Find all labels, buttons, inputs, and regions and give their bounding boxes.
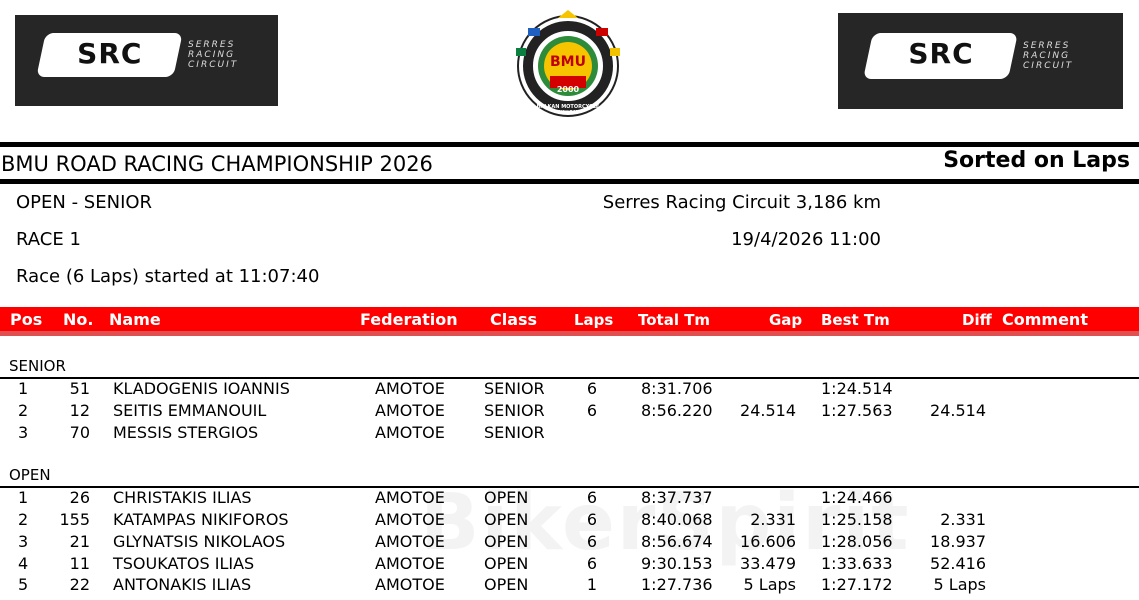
src-logo-mark: SRC — [908, 37, 974, 70]
race-start-text: Race (6 Laps) started at 11:07:40 — [16, 266, 320, 287]
bmu-emblem-title: BMU — [550, 54, 586, 70]
table-row — [0, 401, 1139, 423]
cell-federation: AMOTOE — [375, 554, 445, 573]
src-logo-text-line: SERRES — [1023, 41, 1071, 51]
cell-name: MESSIS STERGIOS — [113, 423, 259, 442]
championship-title: BMU ROAD RACING CHAMPIONSHIP 2026 — [1, 152, 433, 176]
race-datetime: 19/4/2026 11:00 — [731, 229, 881, 250]
cell-best: 1:27.172 — [821, 575, 893, 594]
src-logo-right — [838, 13, 1123, 109]
cell-laps: 6 — [586, 510, 598, 529]
table-row — [0, 488, 1139, 510]
cell-class: OPEN — [484, 554, 529, 573]
cell-federation: AMOTOE — [375, 510, 445, 529]
col-gap: Gap — [769, 311, 803, 329]
cell-pos: 2 — [18, 401, 29, 420]
sort-label: Sorted on Laps — [943, 148, 1130, 173]
cell-pos: 3 — [18, 532, 29, 551]
col-pos: Pos — [10, 310, 43, 329]
cell-total: 1:27.736 — [641, 575, 713, 594]
category-label: OPEN - SENIOR — [16, 192, 153, 213]
table-row — [0, 510, 1139, 532]
group-title-senior: SENIOR — [9, 357, 66, 375]
cell-total: 8:56.674 — [641, 532, 713, 551]
cell-class: SENIOR — [484, 401, 545, 420]
cell-gap: 16.606 — [740, 532, 796, 551]
group-title-open: OPEN — [9, 466, 51, 484]
src-logo-mark: SRC — [77, 37, 143, 70]
cell-total: 8:56.220 — [641, 401, 713, 420]
cell-best: 1:33.633 — [821, 554, 893, 573]
table-row — [0, 575, 1139, 597]
col-total: Total Tm — [638, 311, 711, 329]
cell-diff: 24.514 — [930, 401, 986, 420]
cell-total: 8:31.706 — [641, 379, 713, 398]
cell-gap: 24.514 — [740, 401, 796, 420]
circuit-label: Serres Racing Circuit 3,186 km — [602, 192, 881, 213]
cell-class: OPEN — [484, 510, 529, 529]
cell-best: 1:28.056 — [821, 532, 893, 551]
cell-gap: 33.479 — [740, 554, 796, 573]
cell-name: ANTONAKIS ILIAS — [113, 575, 252, 594]
cell-name: TSOUKATOS ILIAS — [113, 554, 255, 573]
cell-federation: AMOTOE — [375, 423, 445, 442]
src-logo-text-line: RACING — [1023, 51, 1071, 61]
col-diff: Diff — [962, 311, 992, 329]
cell-name: SEITIS EMMANOUIL — [113, 401, 267, 420]
src-logo-text-line: CIRCUIT — [188, 60, 239, 70]
cell-class: OPEN — [484, 575, 529, 594]
src-logo-text-line: CIRCUIT — [1023, 61, 1074, 71]
table-row — [0, 532, 1139, 554]
results-header — [0, 307, 1139, 331]
cell-diff: 2.331 — [940, 510, 986, 529]
cell-diff: 5 Laps — [933, 575, 986, 594]
table-row — [0, 379, 1139, 401]
cell-class: OPEN — [484, 488, 529, 507]
cell-pos: 4 — [18, 554, 29, 573]
col-class: Class — [490, 310, 538, 329]
cell-pos: 5 — [18, 575, 29, 594]
cell-name: KLADOGENIS IOANNIS — [113, 379, 290, 398]
cell-total: 8:37.737 — [641, 488, 713, 507]
cell-no: 22 — [69, 575, 90, 594]
cell-federation: AMOTOE — [375, 488, 445, 507]
cell-name: KATAMPAS NIKIFOROS — [113, 510, 289, 529]
cell-total: 8:40.068 — [641, 510, 713, 529]
src-logo-left — [15, 15, 278, 106]
col-laps: Laps — [574, 311, 614, 329]
col-name: Name — [109, 310, 161, 329]
cell-no: 21 — [69, 532, 90, 551]
cell-name: CHRISTAKIS ILIAS — [113, 488, 252, 507]
title-top-rule — [0, 142, 1139, 147]
cell-best: 1:27.563 — [821, 401, 893, 420]
cell-no: 51 — [69, 379, 90, 398]
table-row — [0, 423, 1139, 445]
cell-no: 155 — [59, 510, 90, 529]
cell-federation: AMOTOE — [375, 379, 445, 398]
src-logo-text-line: SERRES — [188, 40, 236, 50]
race-label: RACE 1 — [16, 229, 81, 250]
bmu-emblem-year: 2000 — [556, 85, 580, 94]
cell-diff: 52.416 — [930, 554, 986, 573]
bmu-emblem — [506, 8, 630, 118]
cell-class: SENIOR — [484, 379, 545, 398]
cell-pos: 1 — [18, 488, 29, 507]
cell-best: 1:25.158 — [821, 510, 893, 529]
cell-gap: 5 Laps — [743, 575, 796, 594]
header-shadow — [0, 331, 1139, 336]
cell-name: GLYNATSIS NIKOLAOS — [113, 532, 286, 551]
cell-no: 12 — [69, 401, 90, 420]
cell-best: 1:24.466 — [821, 488, 893, 507]
cell-laps: 1 — [586, 575, 598, 594]
cell-laps: 6 — [586, 401, 598, 420]
cell-pos: 1 — [18, 379, 29, 398]
cell-no: 26 — [69, 488, 90, 507]
cell-diff: 18.937 — [930, 532, 986, 551]
cell-federation: AMOTOE — [375, 575, 445, 594]
cell-federation: AMOTOE — [375, 401, 445, 420]
cell-federation: AMOTOE — [375, 532, 445, 551]
cell-laps: 6 — [586, 554, 598, 573]
cell-laps: 6 — [586, 379, 598, 398]
cell-gap: 2.331 — [750, 510, 796, 529]
cell-best: 1:24.514 — [821, 379, 893, 398]
cell-class: SENIOR — [484, 423, 545, 442]
col-best: Best Tm — [821, 311, 890, 329]
bmu-emblem-ring-text: BALKAN MOTORCYCLE UNION — [536, 104, 600, 116]
src-logo-text-line: RACING — [188, 50, 236, 60]
cell-no: 70 — [69, 423, 90, 442]
cell-class: OPEN — [484, 532, 529, 551]
cell-laps: 6 — [586, 532, 598, 551]
col-federation: Federation — [360, 310, 458, 329]
cell-total: 9:30.153 — [641, 554, 713, 573]
col-no: No. — [63, 310, 94, 329]
cell-pos: 3 — [18, 423, 29, 442]
col-comment: Comment — [1002, 310, 1088, 329]
cell-no: 11 — [69, 554, 90, 573]
cell-pos: 2 — [18, 510, 29, 529]
table-row — [0, 554, 1139, 576]
title-bottom-rule — [0, 179, 1139, 184]
cell-laps: 6 — [586, 488, 598, 507]
